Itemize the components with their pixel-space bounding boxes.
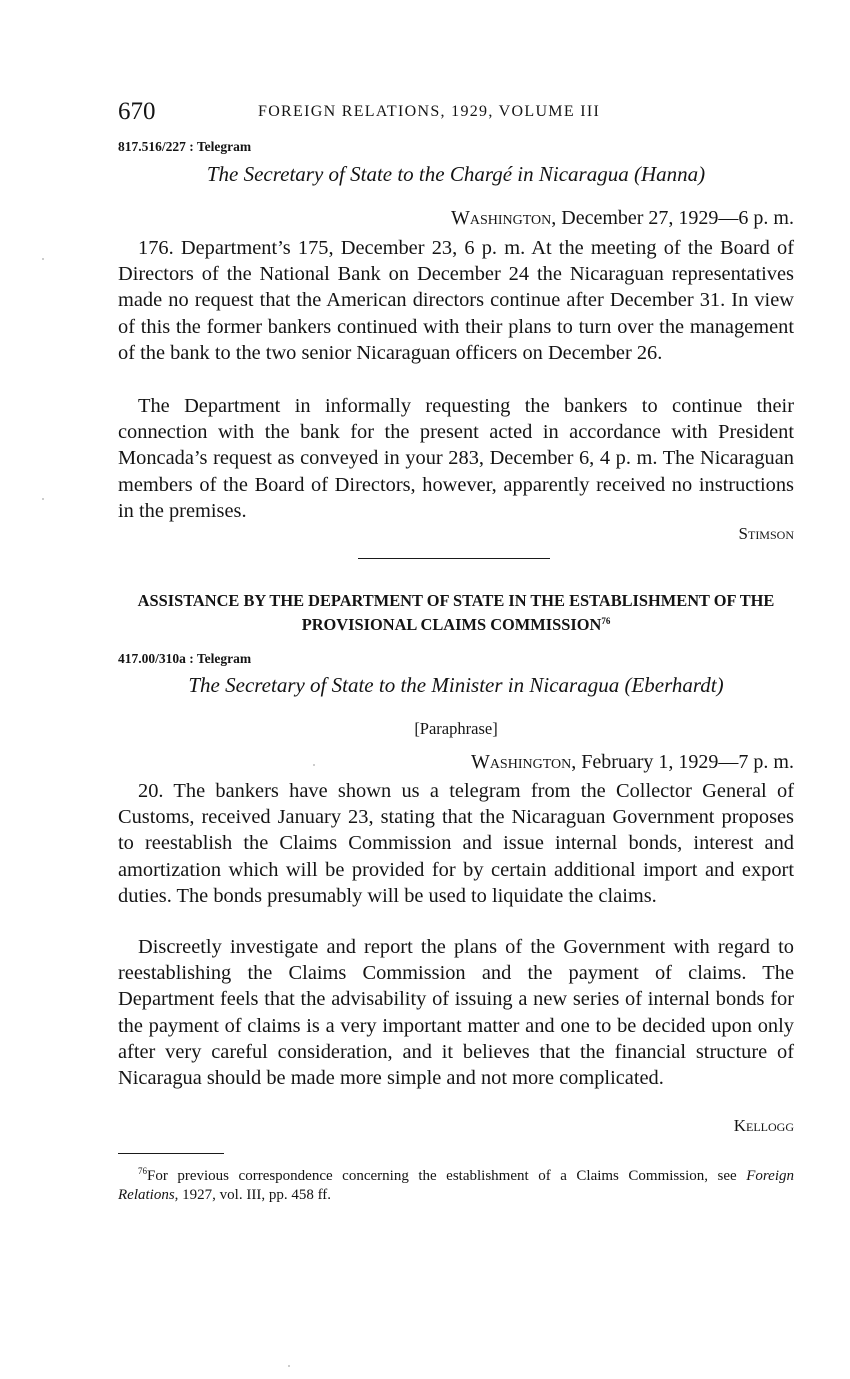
body-paragraph: Discreetly investigate and report the plans of the Government with regard to reestablishing the Claims Commission and the payment of claims. The Department feels that the advisability of issuing a new series of internal bonds for the payment of claims is a very important matter and one to be decided upon only after very careful consideration, and it believes that the financial structure of Nicaragua should be made more simple and not more complicated. xyxy=(118,936,794,1090)
signature-1: Stimson xyxy=(738,524,794,543)
dateline-date: , February 1, 1929—7 p. m. xyxy=(571,751,794,773)
document-title-1: The Secretary of State to the Chargé in Nicaragua (Hanna) xyxy=(206,162,706,186)
page-header xyxy=(118,98,794,128)
footnote-mark: 76 xyxy=(138,1166,147,1176)
dateline-city: Washington xyxy=(470,751,572,773)
footnote-divider xyxy=(118,1153,224,1154)
signature-2: Kellogg xyxy=(733,1116,794,1135)
document-title-2: The Secretary of State to the Minister in Nicaragua (Eberhardt) xyxy=(188,673,724,697)
scan-speck xyxy=(42,258,44,260)
scan-speck xyxy=(313,764,315,766)
section-heading-text: ASSISTANCE BY THE DEPARTMENT OF STATE IN THE ESTABLISHMENT OF THE PROVISIONAL CLAIMS COMMISSION xyxy=(137,591,775,634)
footnote-reference: 76 xyxy=(601,616,611,626)
footnote-citation: Foreign Relations xyxy=(118,1168,794,1203)
dateline-1 xyxy=(451,207,794,230)
paraphrase-label: [Paraphrase] xyxy=(414,719,498,738)
section-divider xyxy=(358,558,550,559)
scan-speck xyxy=(288,1365,290,1367)
section-heading xyxy=(118,591,794,635)
body-paragraph: 176. Department’s 175, December 23, 6 p. m. At the meeting of the Board of Directors of the National Bank on December 24 the Nicaraguan representatives made no request that the American directors continue after December 31. In view of this the former bankers continued with their plans to turn over the management of the bank to the two senior Nicaraguan officers on December 26. xyxy=(118,237,794,364)
scan-speck xyxy=(42,498,44,500)
dateline-city: Washington xyxy=(450,207,552,229)
dateline-date: , December 27, 1929—6 p. m. xyxy=(551,207,794,229)
footnote-text-end: , 1927, vol. III, pp. 458 ff. xyxy=(174,1187,332,1203)
body-paragraph: 20. The bankers have shown us a telegram from the Collector General of Customs, received January 23, stating that the Nicaraguan Government proposes to reestablish the Claims Commission and issue internal bonds, interest and amortization which will be provided for by certain additional import and export duties. The bonds presumably will be used to liquidate the claims. xyxy=(118,780,794,907)
page-number: 670 xyxy=(118,98,156,125)
file-reference-1: 817.516/227 : Telegram xyxy=(118,139,252,154)
footnote-text: For previous correspondence concerning the establishment of a Claims Commission, see xyxy=(147,1168,747,1184)
body-paragraph: The Department in informally requesting the bankers to continue their connection with the bank for the present acted in accordance with President Moncada’s request as conveyed in your 283, December 6, 4 p. m. The Nicaraguan members of the Board of Directors, however, apparently received no instructions in the premises. xyxy=(118,395,794,522)
file-reference-2: 417.00/310a : Telegram xyxy=(118,651,252,666)
footnote xyxy=(118,1162,794,1205)
dateline-2 xyxy=(471,751,794,774)
running-title: FOREIGN RELATIONS, 1929, VOLUME III xyxy=(258,103,601,120)
